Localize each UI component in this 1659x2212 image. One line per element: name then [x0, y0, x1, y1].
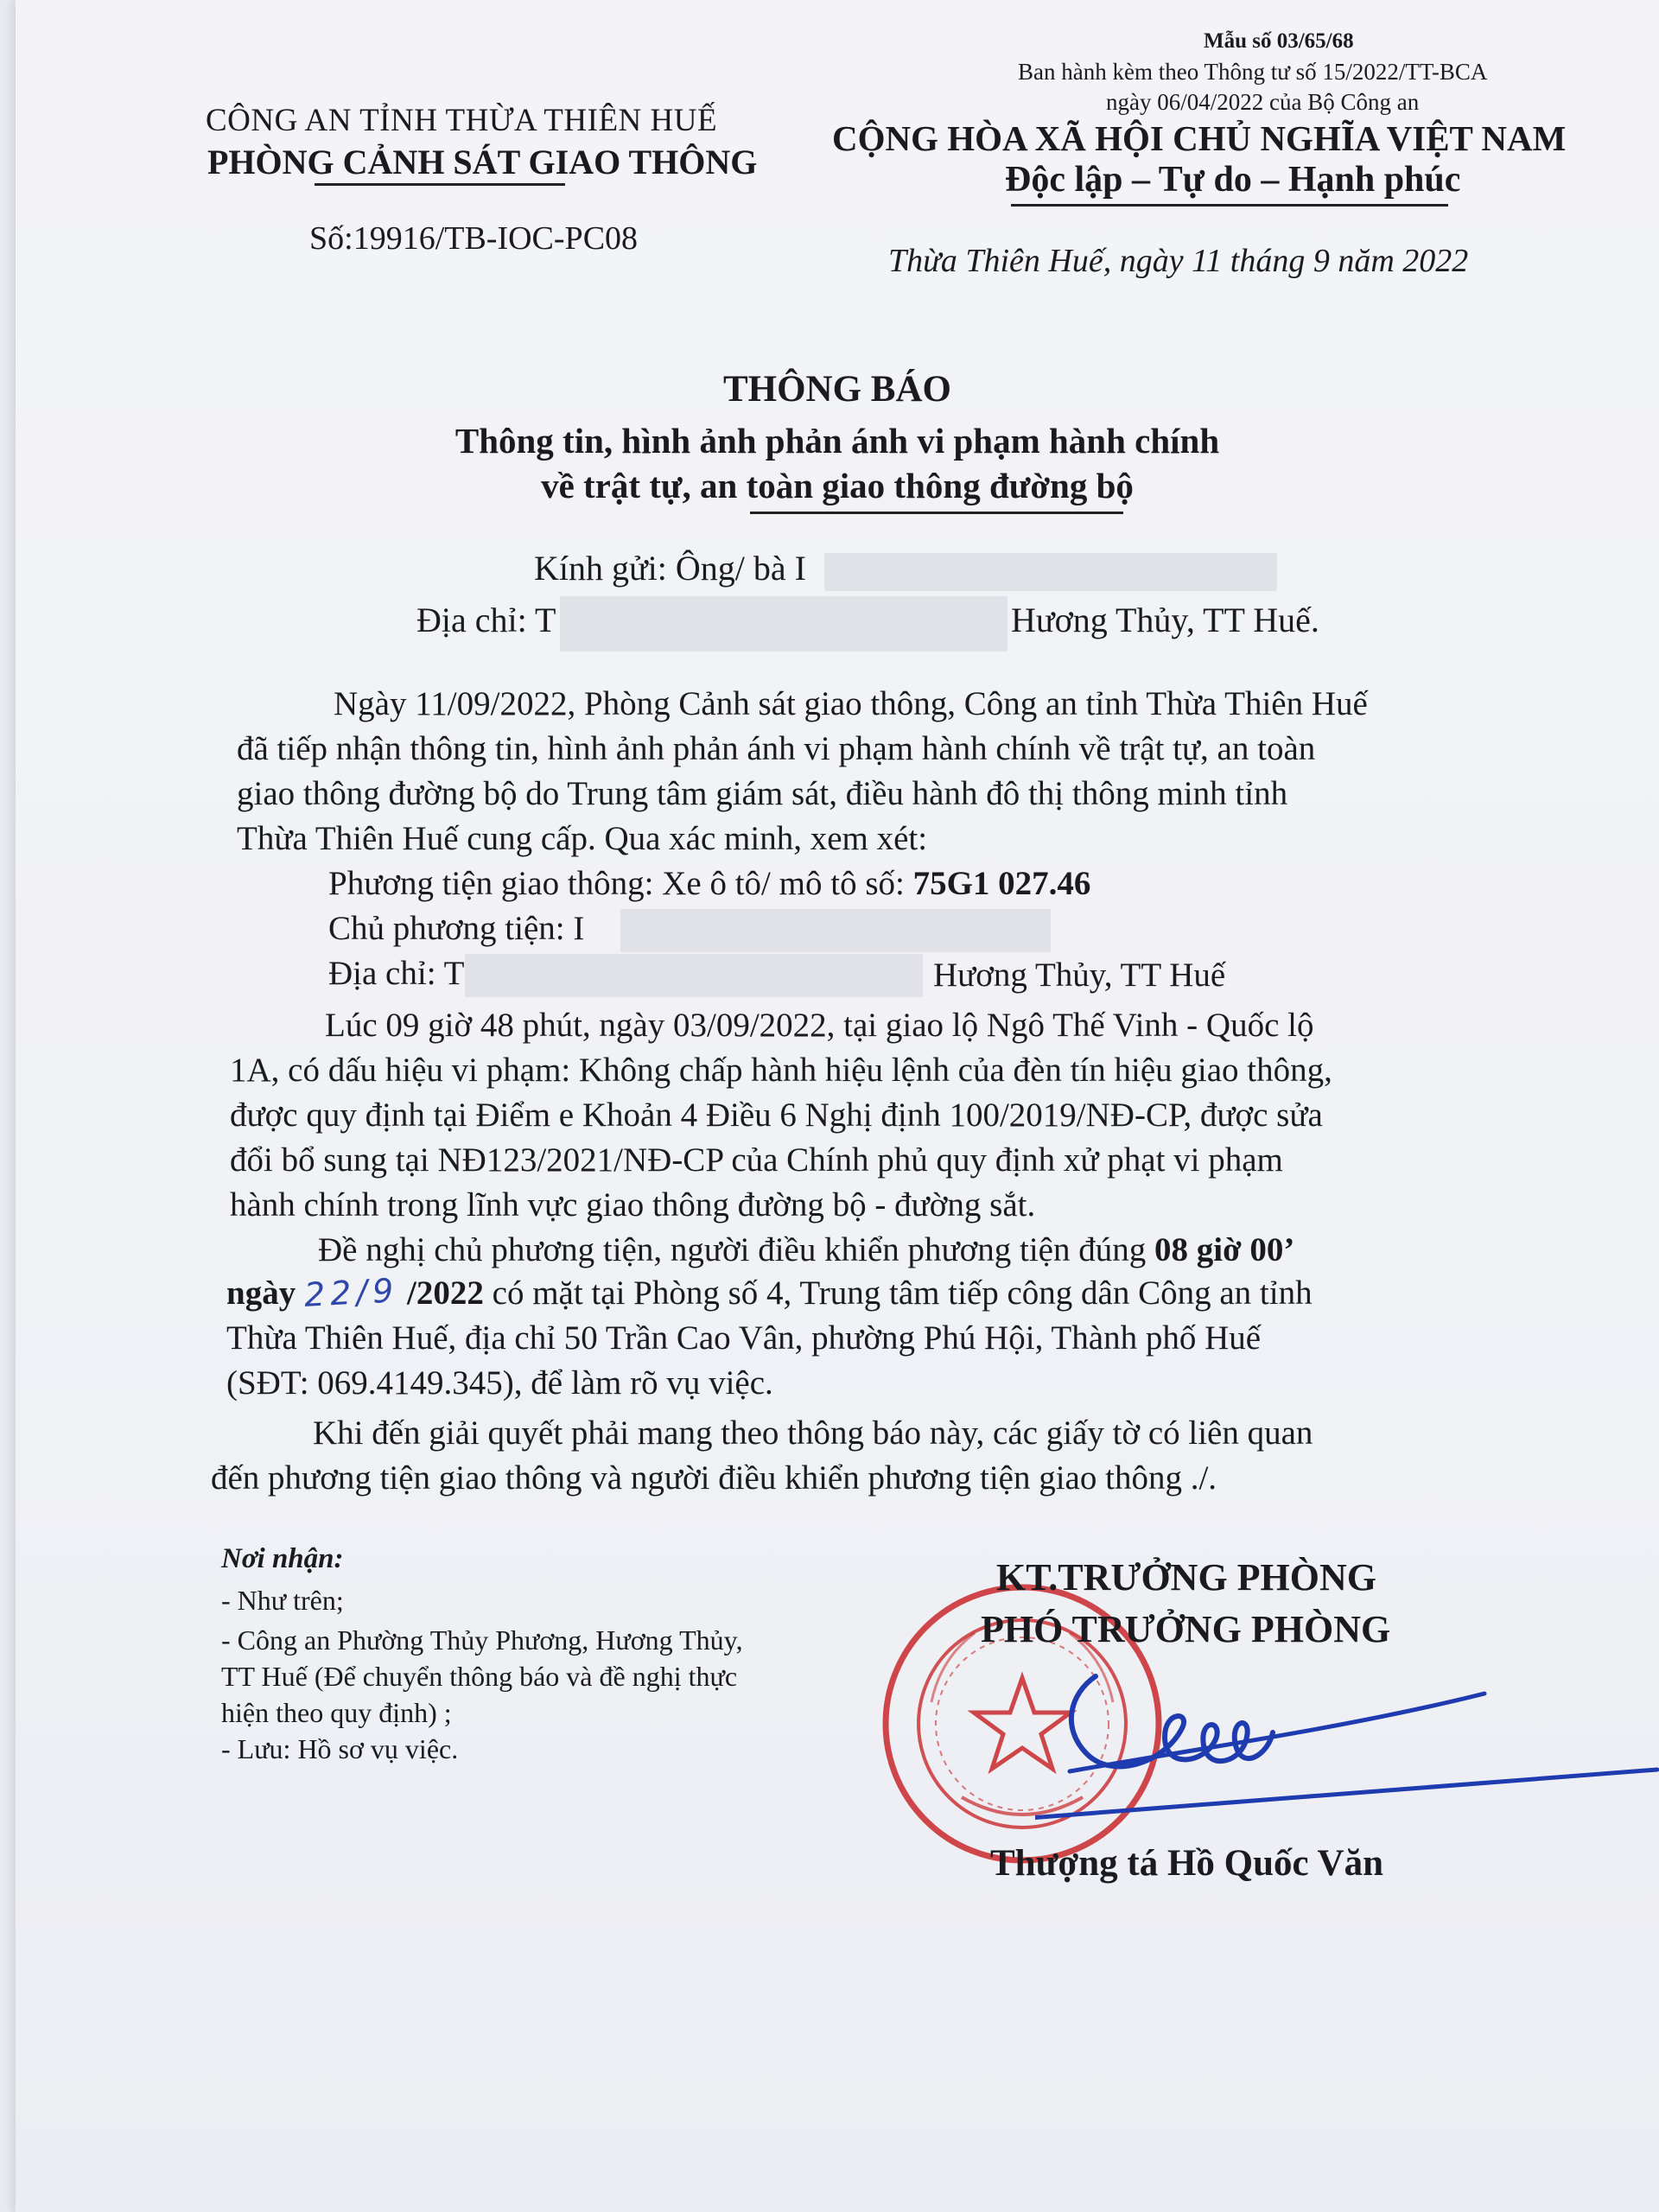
vehicle-line [328, 864, 1090, 903]
appointment-year: /2022 [398, 1274, 484, 1312]
body-p3-line1 [318, 1230, 1294, 1269]
issuing-department: PHÒNG CẢNH SÁT GIAO THÔNG [207, 143, 758, 181]
signer-name: Thượng tá Hồ Quốc Văn [990, 1843, 1384, 1884]
issuing-agency: CÔNG AN TỈNH THỪA THIÊN HUẾ [206, 103, 718, 138]
appointment-time: 08 giờ 00’ [1154, 1231, 1295, 1268]
body-p2-line4: đổi bổ sung tại NĐ123/2021/NĐ-CP của Chính phủ quy định xử phạt vi phạm [230, 1141, 1283, 1179]
body-p2-line2: 1A, có dấu hiệu vi phạm: Không chấp hành hiệu lệnh của đèn tín hiệu giao thông, [230, 1052, 1332, 1089]
document-subtitle-line1: Thông tin, hình ảnh phản ánh vi phạm hành chính [454, 421, 1220, 461]
addressee-address-label: Địa chỉ: T [416, 601, 556, 639]
body-p2-line5: hành chính trong lĩnh vực giao thông đường bộ - đường sắt. [230, 1186, 1036, 1224]
redaction-address [560, 596, 1007, 652]
body-p3-line4: (SĐT: 069.4149.345), để làm rõ vụ việc. [226, 1364, 773, 1402]
document-title: THÔNG BÁO [722, 369, 951, 410]
redaction-owner-address [465, 954, 923, 997]
addressee-greeting: Kính gửi: Ông/ bà I [534, 549, 806, 588]
vehicle-label: Phương tiện giao thông: Xe ô tô/ mô tô số: [328, 865, 913, 902]
appointment-day-label: ngày [226, 1274, 304, 1312]
department-underline [315, 183, 565, 186]
place-and-date: Thừa Thiên Huế, ngày 11 tháng 9 năm 2022 [888, 243, 1469, 279]
recipient-2-line2: TT Huế (Để chuyển thông báo và đề nghị thực [221, 1661, 738, 1692]
body-p1-line2: đã tiếp nhận thông tin, hình ảnh phản ánh vi phạm hành chính về trật tự, an toàn [237, 730, 1316, 767]
body-p1-line3: giao thông đường bộ do Trung tâm giám sát, điều hành đô thị thông minh tỉnh [237, 775, 1288, 812]
motto-underline [1011, 204, 1448, 207]
recipient-1: - Như trên; [221, 1585, 344, 1616]
document-page [16, 0, 1659, 2212]
recipient-2-line3: hiện theo quy định) ; [221, 1697, 452, 1728]
body-p4-line1: Khi đến giải quyết phải mang theo thông báo này, các giấy tờ có liên quan [313, 1414, 1313, 1452]
document-number: Số:19916/TB-IOC-PC08 [309, 220, 639, 257]
handwritten-signature [1035, 1659, 1659, 1832]
form-issued-line2: ngày 06/04/2022 của Bộ Công an [1106, 89, 1420, 115]
owner-address-tail: Hương Thủy, TT Huế [933, 957, 1226, 994]
appointment-location: có mặt tại Phòng số 4, Trung tâm tiếp công dân Công an tỉnh [483, 1274, 1313, 1312]
recipients-label: Nơi nhận: [221, 1543, 344, 1574]
form-issued-line1: Ban hành kèm theo Thông tư số 15/2022/TT-BCA [1018, 59, 1488, 85]
national-name: CỘNG HÒA XÃ HỘI CHỦ NGHĨA VIỆT NAM [832, 118, 1567, 158]
title-underline [750, 512, 1123, 514]
redaction-owner [620, 909, 1051, 952]
recipient-2-line1: - Công an Phường Thủy Phương, Hương Thủy, [221, 1624, 743, 1656]
form-number: Mẫu số 03/65/68 [1204, 29, 1354, 53]
recipient-3: - Lưu: Hồ sơ vụ việc. [221, 1733, 459, 1764]
owner-label: Chủ phương tiện: I [328, 910, 585, 947]
addressee-address-tail: Hương Thủy, TT Huế. [1011, 601, 1319, 639]
body-p3-line2 [226, 1271, 1313, 1314]
body-p3-line3: Thừa Thiên Huế, địa chỉ 50 Trần Cao Vân, phường Phú Hội, Thành phố Huế [226, 1319, 1262, 1357]
owner-address-label: Địa chỉ: T [328, 955, 465, 992]
national-motto: Độc lập – Tự do – Hạnh phúc [1005, 160, 1461, 200]
body-p2-line3: được quy định tại Điểm e Khoản 4 Điều 6 Nghị định 100/2019/NĐ-CP, được sửa [230, 1096, 1323, 1134]
body-p2-line1: Lúc 09 giờ 48 phút, ngày 03/09/2022, tại giao lộ Ngô Thế Vinh - Quốc lộ [325, 1007, 1314, 1044]
signature-title-2: PHÓ TRƯỞNG PHÒNG [981, 1608, 1391, 1650]
document-subtitle-line2: về trật tự, an toàn giao thông đường bộ [541, 466, 1134, 505]
vehicle-plate: 75G1 027.46 [912, 865, 1091, 902]
body-p4-line2: đến phương tiện giao thông và người điều khiển phương tiện giao thông ./. [211, 1459, 1217, 1497]
body-p3-line1-text: Đề nghị chủ phương tiện, người điều khiển phương tiện đúng [318, 1231, 1154, 1268]
redaction-name [824, 553, 1277, 591]
body-p1-line1: Ngày 11/09/2022, Phòng Cảnh sát giao thông, Công an tỉnh Thừa Thiên Huế [334, 685, 1368, 722]
body-p1-line4: Thừa Thiên Huế cung cấp. Qua xác minh, xem xét: [237, 820, 928, 857]
signature-title-1: KT.TRƯỞNG PHÒNG [996, 1556, 1376, 1599]
handwritten-date: 22/9 [302, 1271, 400, 1314]
